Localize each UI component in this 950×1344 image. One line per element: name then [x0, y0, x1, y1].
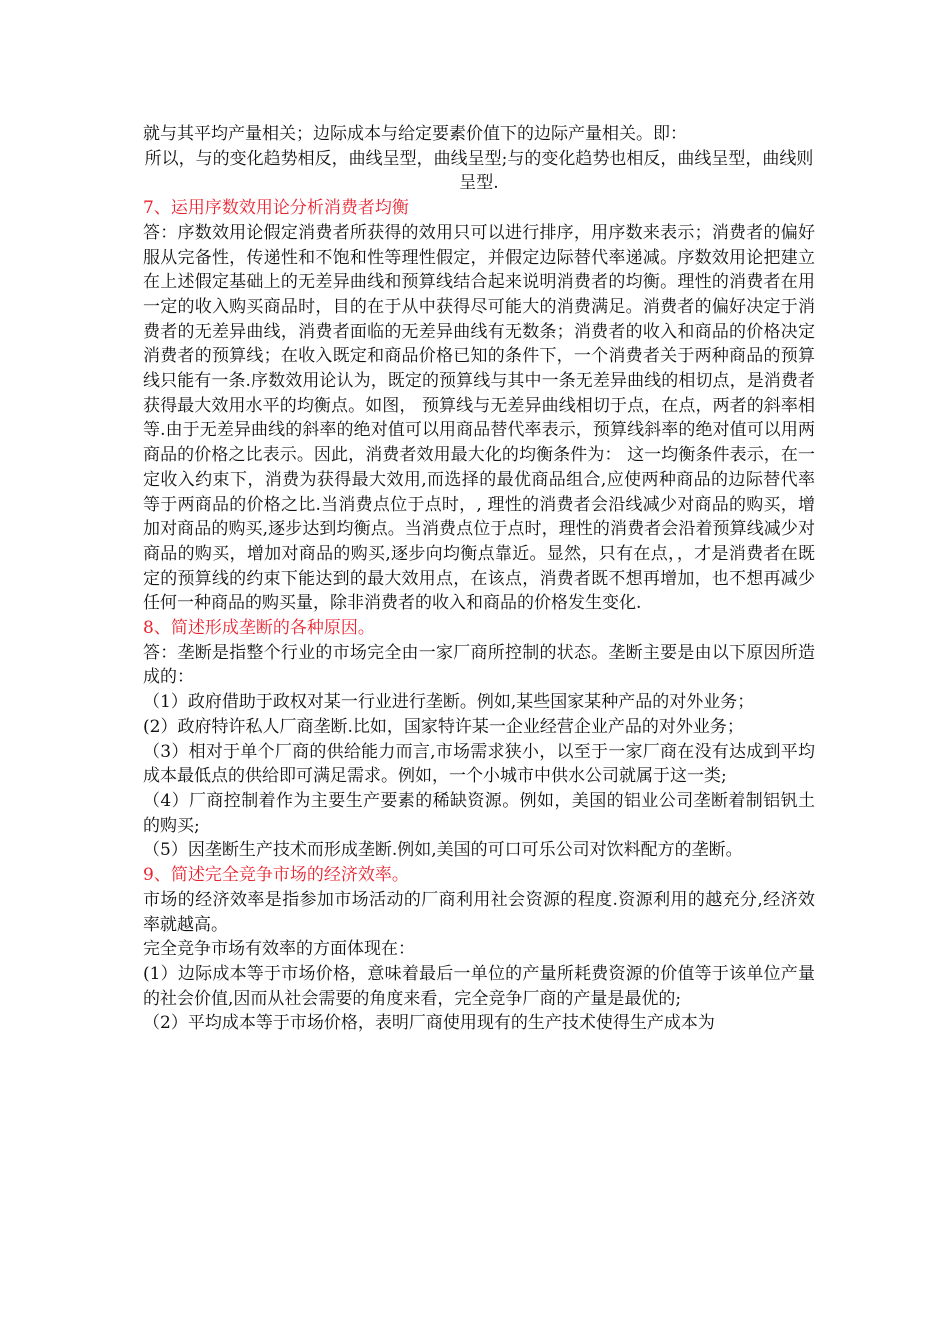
section-9-paragraph-2: 完全竞争市场有效率的方面体现在： — [143, 939, 415, 960]
section-8-item-1: （1）政府借助于政权对某一行业进行垄断。例如,某些国家某种产品的对外业务； — [143, 692, 755, 713]
section-9-heading: 9、简述完全竞争市场的经济效率。 — [143, 865, 409, 886]
section-8-item-2: (2）政府特许私人厂商垄断.比如，国家特许某一企业经营企业产品的对外业务； — [143, 716, 744, 737]
section-8-item-5: （5）因垄断生产技术而形成垄断.例如,美国的可口可乐公司对饮料配方的垄断。 — [143, 840, 743, 861]
section-7-heading: 7、运用序数效用论分析消费者均衡 — [143, 198, 409, 219]
section-9-paragraph-1: 市场的经济效率是指参加市场活动的厂商利用社会资源的程度.资源利用的越充分,经济效率就越高。 — [143, 889, 815, 935]
intro-line-2: 所以，与的变化趋势相反，曲线呈型，曲线呈型;与的变化趋势也相反，曲线呈型，曲线则呈型. — [144, 148, 814, 194]
section-9-item-1: (1）边际成本等于市场价格，意味着最后一单位的产量所耗费资源的价值等于该单位产量的社会价值,因而从社会需要的角度来看，完全竞争厂商的产量是最优的; — [143, 963, 815, 1009]
document-content — [143, 122, 815, 1036]
section-8-intro: 答：垄断是指整个行业的市场完全由一家厂商所控制的状态。垄断主要是由以下原因所造成的： — [143, 642, 815, 688]
section-8-heading: 8、简述形成垄断的各种原因。 — [143, 618, 375, 639]
section-8-item-3: （3）相对于单个厂商的供给能力而言,市场需求狭小，以至于一家厂商在没有达成到平均成本最低点的供给即可满足需求。例如，一个小城市中供水公司就属于这一类; — [143, 741, 815, 787]
section-7-body: 答：序数效用论假定消费者所获得的效用只可以进行排序，用序数来表示；消费者的偏好服从完备性，传递性和不饱和性等理性假定，并假定边际替代率递减。序数效用论把建立在上述假定基础上的无差异曲线和预算线结合起来说明消费者的均衡。理性的消费者在用一定的收入购买商品时，目的在于从中获得尽可能大的消费满足。消费者的偏好决定于消费者的无差异曲线，消费者面临的无差异曲线有无数条；消费者的收入和商品的价格决定消费者的预算线；在收入既定和商品价格已知的条件下，一个消费者关于两种商品的预算线只能有一条.序数效用论认为，既定的预算线与其中一条无差异曲线的相切点，是消费者获得最大效用水平的均衡点。如图， 预算线与无差异曲线相切于点，在点，两者的斜率相等.由于无差异曲线的斜率的绝对值可以用商品替代率表示，预算线斜率的绝对值可以用两商品的价格之比表示。因此，消费者效用最大化的均衡条件为： 这一均衡条件表示，在一定收入约束下，消费为获得最大效用,而选择的最优商品组合,应使两种商品的边际替代率等于两商品的价格之比.当消费点位于点时，, 理性的消费者会沿线减少对商品的购买，增加对商品的购买,逐步达到均衡点。当消费点位于点时，理性的消费者会沿着预算线减少对商品的购买，增加对商品的购买,逐步向均衡点靠近。显然，只有在点，，才是消费者在既定的预算线的约束下能达到的最大效用点，在该点，消费者既不想再增加，也不想再减少任何一种商品的购买量，除非消费者的收入和商品的价格发生变化. — [143, 222, 815, 614]
section-9-item-2: （2）平均成本等于市场价格，表明厂商使用现有的生产技术使得生产成本为 — [143, 1013, 715, 1034]
section-8-item-4: （4）厂商控制着作为主要生产要素的稀缺资源。例如，美国的铝业公司垄断着制铝钒土的购买; — [143, 790, 815, 836]
intro-line-1: 就与其平均产量相关；边际成本与给定要素价值下的边际产量相关。即： — [143, 124, 687, 144]
